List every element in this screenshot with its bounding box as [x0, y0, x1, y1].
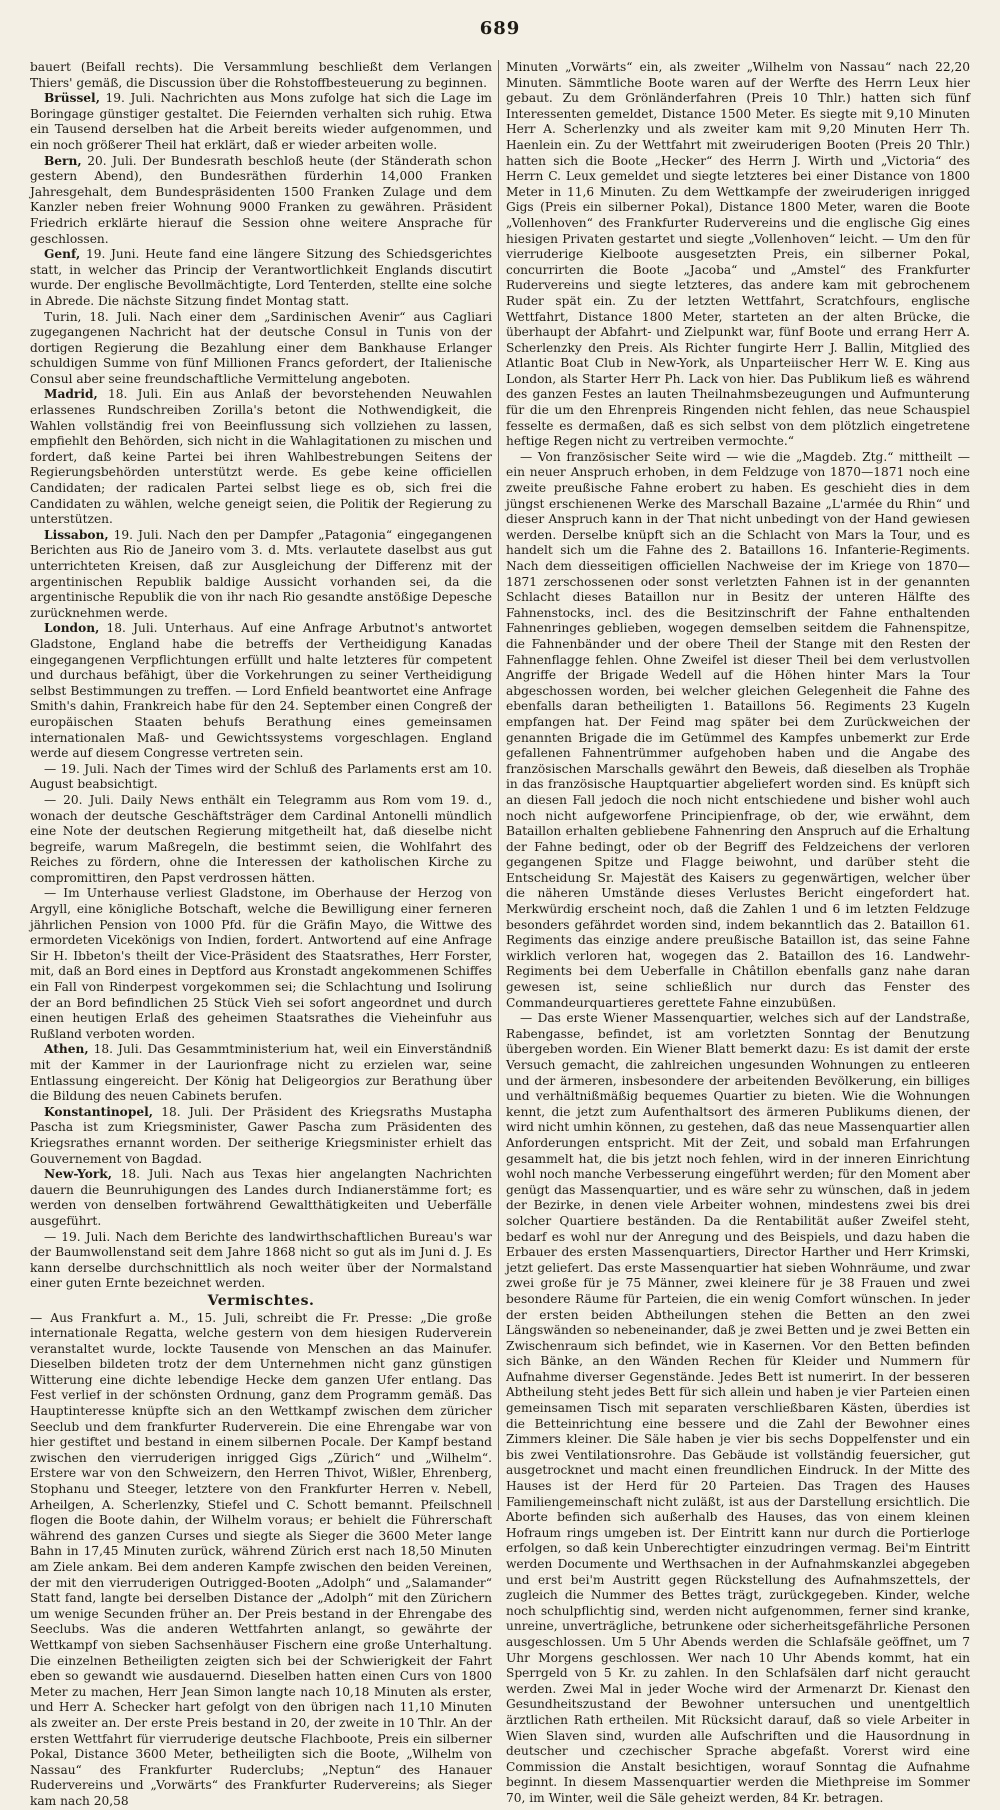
article-paragraph: [506, 60, 970, 450]
dateline: Genf,: [44, 247, 81, 262]
article-paragraph: [30, 60, 492, 91]
article-text: 19. Juli. Nachrichten aus Mons zufolge hat sich die Lage im Boringage günstiger gestaltet. Die Feiernden verhalten sich ruhig. Etwa ein Tausend derselben hat die Arbeit bereits wieder aufgenommen, und ein noch größerer Theil hat erklärt, daß er wieder arbeiten wolle.: [30, 91, 492, 152]
article-text: — 19. Juli. Nach dem Berichte des landwirthschaftlichen Bureau's war der Baumwollenstand seit dem Jahre 1868 nicht so gut als im Juni d. J. Es kann derselbe durchschnittlich als noch weiter über der Normalstand einer guten Ernte bezeichnet werden.: [30, 1229, 492, 1291]
article-text: 18. Juli. Nach aus Texas hier angelangten Nachrichten dauern die Beunruhigungen des Landes durch Indianerstämme fort; es werden von denselben fortwährend Gewaltthätigkeiten und Ueberfälle ausgeführt.: [30, 1167, 492, 1228]
column-divider: [498, 60, 499, 1510]
article-text: — Im Unterhause verliest Gladstone, im Oberhause der Herzog von Argyll, eine königliche Botschaft, welche die Bewilligung einer ferneren jährlichen Pension von 1000 Pfd. für die Gräfin Mayo, die Wittwe des ermordeten Vicekönigs von Indien, fordert. Antwortend auf eine Anfrage Sir H. Ibbeton's theilt der Vice-Präsident des Staatsrathes, Herr Forster, mit, daß an Bord eines in Deptford aus Kronstadt angekommenen Schiffes ein Fall von Rinderpest vorgekommen sei; die Schlachtung und Isolirung der an Bord befindlichen 25 Stück Vieh sei sofort angeordnet und durch einen heutigen Erlaß des geheimen Staatsrathes die Vieheinfuhr aus Rußland verboten worden.: [30, 886, 492, 1041]
dateline: New-York,: [44, 1167, 112, 1182]
dateline: Athen,: [44, 1042, 89, 1057]
article-paragraph: [30, 886, 492, 1042]
article-paragraph: [30, 621, 492, 761]
left-column-articles: [30, 60, 492, 1292]
dateline: Madrid,: [44, 387, 98, 402]
article-paragraph: [30, 310, 492, 388]
dateline: Konstantinopel,: [44, 1104, 153, 1119]
dateline: Brüssel,: [44, 91, 100, 106]
right-column-articles: [506, 60, 970, 1807]
article-text: — Von französischer Seite wird — wie die „Magdeb. Ztg.“ mittheilt — ein neuer Anspruch erhoben, in dem Feldzuge von 1870—1871 noch eine zweite preußische Fahne erobert zu haben. Es geschieht dies in dem jüngst erschienenen Werke des Marschall Bazaine „L'armée du Rhin“ und dieser Anspruch kann in der That nicht unbedingt von der Hand gewiesen werden. Derselbe knüpft sich an die Schlacht von Mars la Tour, und es handelt sich um die Fahne des 2. Bataillons 16. Infanterie-Regiments. Nach dem diesseitigen officiellen Nachweise der im Kriege von 1870—1871 zerschossenen oder sonst verletzten Fahnen ist in der genannten Schlacht dieses Bataillon nur in Besitz der unteren Hälfte des Fahnenstocks, incl. des die Besitzinschrift der Fahne enthaltenden Fahnenringes geblieben, wogegen demselben seitdem die Fahnenspitze, die Fahnenbänder und der obere Theil der Stange mit den Resten der Fahnenflagge fehlen. Ohne Zweifel ist dieser Theil bei dem verlustvollen Angriffe der Brigade Wedell auf die Höhen hinter Mars la Tour abgeschossen worden, bei welcher gleichen Gelegenheit die Fahne des ebenfalls daran betheiligten 1. Bataillons 56. Regiments 23 Kugeln empfangen hat. Der Feind mag später bei dem Zurückweichen der genannten Brigade die im Getümmel des Kampfes unbemerkt zur Erde gefallenen Fahnentrümmer aufgehoben haben und die Angabe des französischen Marschalls gewährt den Beweis, daß dieselben als Trophäe in das französische Hauptquartier abgeliefert worden sind. Es knüpft sich an diesen Fall jedoch die noch nicht entschiedene und bisher wohl auch noch nicht aufgeworfene Principienfrage, ob der, wie erwähnt, dem Bataillon erhalten gebliebene Fahnenring den Anspruch auf die Erhaltung der Fahne bedingt, oder ob der Begriff des Feldzeichens der verloren gegangenen Spitze und Flagge beiwohnt, und darüber steht die Entscheidung Sr. Majestät des Kaisers zu gegenwärtigen, welcher über die näheren Umstände dieses Verlustes Bericht eingefordert hat. Merkwürdig erscheint noch, daß die Zahlen 1 und 6 im letzten Feldzuge besonders gefährdet worden sind, indem bekanntlich das 2. Bataillon 61. Regiments das einzige andere preußische Bataillon ist, das seine Fahne wirklich verloren hat, wogegen das 2. Bataillon des 16. Landwehr-Regiments bei dem Ueberfalle in Châtillon ebenfalls ganz nahe daran gewesen ist, seine schließlich nur durch das Fenster des Commandeurquartieres gerettete Fahne einzubüßen.: [506, 449, 970, 1010]
article-text: 20. Juli. Der Bundesrath beschloß heute (der Ständerath schon gestern Abend), den Bundesräthen fürderhin 14,000 Franken Jahresgehalt, dem Bundespräsidenten 1500 Franken Zulage und dem Kanzler neben freier Wohnung 9000 Franken zu gewähren. Präsident Friedrich erklärte hierauf die Session ohne weitere Ansprache für geschlossen.: [30, 153, 492, 246]
dateline: Bern,: [44, 153, 82, 168]
article-paragraph: [30, 1042, 492, 1104]
article-text: 18. Juli. Ein aus Anlaß der bevorstehenden Neuwahlen erlassenes Rundschreiben Zorilla's betont die Nothwendigkeit, die Wahlen vollständig frei von Beeinflussung sich vollziehen zu lassen, empfiehlt den Behörden, sich nicht in die Wahlagitationen zu mischen und fordert, daß keine Partei bei ihren Wahlbestrebungen Seitens der Regierungsbehörden unterstützt werde. Es gebe keine officiellen Candidaten; der radicalen Partei selbst liege es ob, sich frei die Candidaten zu wählen, welche geneigt seien, die Politik der Regierung zu unterstützen.: [30, 387, 492, 527]
article-paragraph: [30, 91, 492, 153]
article-text: — 19. Juli. Nach der Times wird der Schluß des Parlaments erst am 10. August beabsichtigt.: [30, 761, 492, 792]
article-paragraph: [506, 1011, 970, 1806]
article-paragraph: [30, 1167, 492, 1229]
article-paragraph: [30, 387, 492, 527]
right-column: [506, 60, 970, 1805]
article-text: — 20. Juli. Daily News enthält ein Telegramm aus Rom vom 19. d., wonach der deutsche Geschäftsträger dem Cardinal Antonelli mündlich eine Note der deutschen Regierung mitgetheilt hat, daß dieselbe nicht begreife, warum Maßregeln, die bestimmt seien, die Wohlfahrt des Reiches zu fördern, ohne die Interessen der katholischen Kirche zu compromittiren, den Papst verdrossen hätten.: [30, 792, 492, 885]
article-paragraph: [30, 793, 492, 887]
article-paragraph: [30, 1105, 492, 1167]
left-column: [30, 60, 492, 1808]
article-text: — Das erste Wiener Massenquartier, welches sich auf der Landstraße, Rabengasse, befindet, ist am vorletzten Sonntag der Benutzung übergeben worden. Ein Wiener Blatt bemerkt dazu: Es ist damit der erste Versuch gemacht, die zahlreichen ungesunden Wohnungen zu entleeren und der ärmeren, insbesondere der arbeitenden Bevölkerung, ein billiges und verhältnißmäßig bequemes Quartier zu bieten. Wie die Wohnungen kennt, die jetzt zum Aufenthaltsort des ärmeren Publikums dienen, der wird nicht umhin können, zu gestehen, daß das neue Massenquartier allen Anforderungen entspricht. Mit der Zeit, und sobald man Erfahrungen gesammelt hat, die bis jetzt noch fehlen, wird in der inneren Einrichtung wohl noch manche Verbesserung eingeführt werden; für den Moment aber genügt das Massenquartier, und es wäre sehr zu wünschen, daß in jedem der Bezirke, in denen viele Arbeiter wohnen, mindestens zwei bis drei solcher Quartiere beständen. Da die Rentabilität außer Zweifel steht, bedarf es wohl nur der Anregung und des Beispiels, und dazu haben die Erbauer des ersten Massenquartiers, Director Harther und Herr Krimski, jetzt geliefert. Das erste Massenquartier hat sieben Wohnräume, und zwar zwei große für je 75 Männer, zwei kleinere für je 38 Frauen und zwei besondere Räume für Parteien, die ein wenig Comfort wünschen. In jeder der ersten beiden Abtheilungen stehen die Betten an den zwei Längswänden so nebeneinander, daß je zwei Betten und je zwei Betten ein Zwischenraum sich befindet, wie in Kasernen. Vor den Betten befinden sich Bänke, an den Wänden Rechen für Kleider und Nummern für Aufnahme diverser Gegenstände. Jedes Bett ist numerirt. In der besseren Abtheilung steht jedes Bett für sich allein und haben je vier Parteien einen gemeinsamen Tisch mit separaten verschließbaren Kästen, überdies ist die Betteinrichtung eine bessere und die Zahl der Bewohner eines Zimmers kleiner. Die Säle haben je vier bis sechs Doppelfenster und ein bis zwei Ventilationsrohre. Das Gebäude ist vollständig feuersicher, gut ausgetrocknet und macht einen freundlichen Eindruck. In der Mitte des Hauses ist der Herd für 20 Parteien. Das Tragen des Hauses Familiengemeinschaft nicht zuläßt, ist aus der Darstellung ersichtlich. Die Aborte befinden sich außerhalb des Hauses, das von einem kleinen Hofraum rings umgeben ist. Der Eintritt kann nur durch die Portierloge erfolgen, so daß kein Unberechtigter einzudringen vermag. Bei'm Eintritt werden Documente und Werthsachen in der Aufnahmskanzlei abgegeben und erst bei'm Austritt gegen Rückstellung des Aufnahmszettels, der zugleich die Nummer des Bettes trägt, zurückgegeben. Kinder, welche noch schulpflichtig sind, werden nicht aufgenommen, ferner sind kranke, unreine, unverträgliche, betrunkene oder sicherheitsgefährliche Personen ausgeschlossen. Um 5 Uhr Abends werden die Schlafsäle geöffnet, um 7 Uhr Morgens geschlossen. Wer nach 10 Uhr Abends kommt, hat ein Sperrgeld von 5 Kr. zu zahlen. In den Schlafsälen darf nicht geraucht werden. Zwei Mal in jeder Woche wird der Armenarzt Dr. Kienast den Gesundheitszustand der Bewohner untersuchen und unentgeltlich ärztlichen Rath ertheilen. Mit Rücksicht darauf, daß so viele Arbeiter in Wien Slaven sind, wurden alle Aufschriften und die Hausordnung in deutscher und czechischer Sprache abgefaßt. Vorerst wird eine Commission die Anstalt besichtigen, worauf Sonntag die Aufnahme beginnt. In diesem Massenquartier werden die Miethpreise im Sommer 70, im Winter, weil die Säle geheizt werden, 84 Kr. betragen.: [506, 1011, 970, 1805]
article-paragraph: [30, 762, 492, 793]
section-heading-vermischtes: Vermischtes.: [207, 1292, 315, 1309]
article-text: 18. Juli. Das Gesammtministerium hat, weil ein Einverständniß mit der Kammer in der Laurionfrage nicht zu erzielen war, seine Entlassung eingereicht. Der König hat Deligeorgios zur Berathung über die Bildung des neuen Cabinets berufen.: [30, 1042, 492, 1104]
article-paragraph: [30, 1311, 492, 1810]
dateline: London,: [44, 621, 100, 636]
article-text: 18. Juli. Der Präsident des Kriegsraths Mustapha Pascha ist zum Kriegsminister, Gawer Pascha zum Präsidenten des Kriegsrathes ernannt worden. Der seitherige Kriegsminister erhielt das Gouvernement von Bagdad.: [30, 1104, 492, 1166]
article-text: 18. Juli. Unterhaus. Auf eine Anfrage Arbutnot's antwortet Gladstone, England habe die betreffs der Vertheidigung Kanadas eingegangenen Verpflichtungen erfüllt und halte letzteres für competent und durchaus befähigt, über die Vorkehrungen zu seiner Vertheidigung selbst Bestimmungen zu treffen. — Lord Enfield beantwortet eine Anfrage Smith's dahin, Frankreich habe für den 24. September einen Congreß der europäischen Staaten behufs Berathung eines gemeinsamen internationalen Maß- und Gewichtssystems vorgeschlagen. England werde auf diesem Congresse vertreten sein.: [30, 621, 492, 761]
left-column-miscellany: [30, 1311, 492, 1810]
article-text: 19. Juni. Heute fand eine längere Sitzung des Schiedsgerichtes statt, in welcher das Princip der Verantwortlichkeit Englands discutirt wurde. Der englische Bevollmächtigte, Lord Tenterden, stellte eine solche in Abrede. Die nächste Sitzung findet Montag statt.: [30, 247, 492, 308]
article-text: Minuten „Vorwärts“ ein, als zweiter „Wilhelm von Nassau“ nach 22,20 Minuten. Sämmtliche Boote waren auf der Werfte des Herrn Leux hier gebaut. Zu dem Grönländerfahren (Preis 10 Thlr.) hatten sich fünf Interessenten gemeldet, Distance 1500 Meter. Es siegte mit 9,10 Minuten Herr A. Scherlenzky und als zweiter kam mit 9,20 Minuten Herr Th. Haenlein ein. Zu der Wettfahrt mit zweiruderigen Booten (Preis 20 Thlr.) hatten sich die Boote „Hecker“ des Herrn J. Wirth und „Victoria“ des Herrn C. Leux gemeldet und siegte letzteres bei einer Distance von 1800 Meter in 11,6 Minuten. Zu dem Wettkampfe der zweiruderigen inrigged Gigs (Preis ein silberner Pokal), Distance 1800 Meter, waren die Boote „Vollenhoven“ des Frankfurter Rudervereins und die englische Gig eines hiesigen Privaten gestartet und siegte „Vollenhoven“ leicht. — Um den für vierruderige Kielboote ausgesetzten Preis, ein silberner Pokal, concurrirten die Boote „Jacoba“ und „Amstel“ des Frankfurter Rudervereins und siegte letzteres, das andere kam mit gebrochenem Ruder spät ein. Zu der letzten Wettfahrt, Scratchfours, englische Wettfahrt, Distance 1800 Meter, starteten an der alten Brücke, die überhaupt der Abfahrt- und Zielpunkt war, fünf Boote und errang Herr A. Scherlenzky den Preis. Als Richter fungirte Herr J. Ballin, Mitglied des Atlantic Boat Club in New-York, als Unparteiischer Herr W. E. King aus London, als Starter Herr Ph. Lack von hier. Das Publikum ließ es während des ganzen Festes an lauten Theilnahmsbezeugungen und Aufmunterung für die um den Ehrenpreis Ringenden nicht fehlen, das neue Schauspiel fesselte es dermaßen, daß es sich selbst von dem plötzlich eingetretene heftige Regen nicht zu vertreiben vermochte.“: [506, 60, 970, 449]
article-paragraph: [30, 247, 492, 309]
article-text: Turin, 18. Juli. Nach einer dem „Sardinischen Avenir“ aus Cagliari zugegangenen Nachricht hat der deutsche Consul in Tunis von der dortigen Regierung die Bezahlung einer dem Bankhause Erlanger schuldigen Summe von fünf Millionen Francs gefordert, der Italienische Consul aber seine freundschaftliche Vermittelung angeboten.: [30, 309, 492, 386]
article-paragraph: [506, 450, 970, 1011]
article-paragraph: [30, 1230, 492, 1292]
article-text: — Aus Frankfurt a. M., 15. Juli, schreibt die Fr. Presse: „Die große internationale Regatta, welche gestern von dem hiesigen Ruderverein veranstaltet wurde, lockte Tausende von Menschen an das Mainufer. Dieselben bildeten trotz der dem Unternehmen nicht ganz günstigen Witterung eine dichte lebendige Hecke dem ganzen Ufer entlang. Das Fest verlief in der schönsten Ordnung, ganz dem Programm gemäß. Das Hauptinteresse knüpfte sich an den Wettkampf zwischen dem züricher Seeclub und dem frankfurter Ruderverein. Die eine Ehrengabe war von hier gestiftet und bestand in einem silbernen Pocale. Der Kampf bestand zwischen den vierruderigen inrigged Gigs „Zürich“ und „Wilhelm“. Erstere war von den Schweizern, den Herren Thivot, Wißler, Ehrenberg, Stophanu und Steeger, letztere von den Frankfurter Herren v. Nebell, Arheilgen, A. Scherlenzky, Stiefel und C. Schott bemannt. Pfeilschnell flogen die Boote dahin, der Wilhelm voraus; er behielt die Führerschaft während des ganzen Curses und siegte als Sieger die 3600 Meter lange Bahn in 17,45 Minuten zurück, während Zürich erst nach 18,50 Minuten am Ziele ankam. Bei dem anderen Kampfe zwischen den beiden Vereinen, der mit den vierruderigen Outrigged-Booten „Adolph“ und „Salamander“ Statt fand, langte bei derselben Distance der „Adolph“ mit den Zürichern um wenige Secunden früher an. Der Preis bestand in der Ehrengabe des Seeclubs. Was die anderen Wettfahrten anlangt, so gewährte der Wettkampf von sieben Sachsenhäuser Fischern eine große Unterhaltung. Die einzelnen Betheiligten zeigten sich bei der Schwierigkeit der Fahrt eben so gewandt wie ausdauernd. Dieselben hatten einen Curs von 1800 Meter zu machen, Herr Jean Simon langte nach 10,18 Minuten als erster, und Herr A. Schecker hart gefolgt von den übrigen nach 11,10 Minuten als zweiter an. Der erste Preis bestand in 20, der zweite in 10 Thlr. An der ersten Wettfahrt für vierruderige deutsche Flachboote, Preis ein silberner Pokal, Distance 3600 Meter, betheiligten sich die Boote, „Wilhelm von Nassau“ des Frankfurter Ruderclubs; „Neptun“ des Hanauer Rudervereins und „Vorwärts“ des Frankfurter Rudervereins; als Sieger kam nach 20,58: [30, 1310, 492, 1808]
article-text: bauert (Beifall rechts). Die Versammlung beschließt dem Verlangen Thiers' gemäß, die Discussion über die Rohstoffbesteuerung zu beginnen.: [30, 60, 492, 90]
dateline: Lissabon,: [44, 527, 109, 542]
article-paragraph: [30, 154, 492, 248]
article-paragraph: [30, 528, 492, 622]
article-text: 19. Juli. Nach den per Dampfer „Patagonia“ eingegangenen Berichten aus Rio de Janeiro vom 3. d. Mts. verlautete daselbst aus gut unterrichteten Kreisen, daß zur Ausgleichung der Differenz mit der argentinischen Republik baldige Aussicht vorhanden sei, da die argentinische Republik die von ihr nach Rio gesandte anstößige Depesche zurücknehmen werde.: [30, 527, 492, 620]
page-number: 689: [479, 18, 521, 39]
